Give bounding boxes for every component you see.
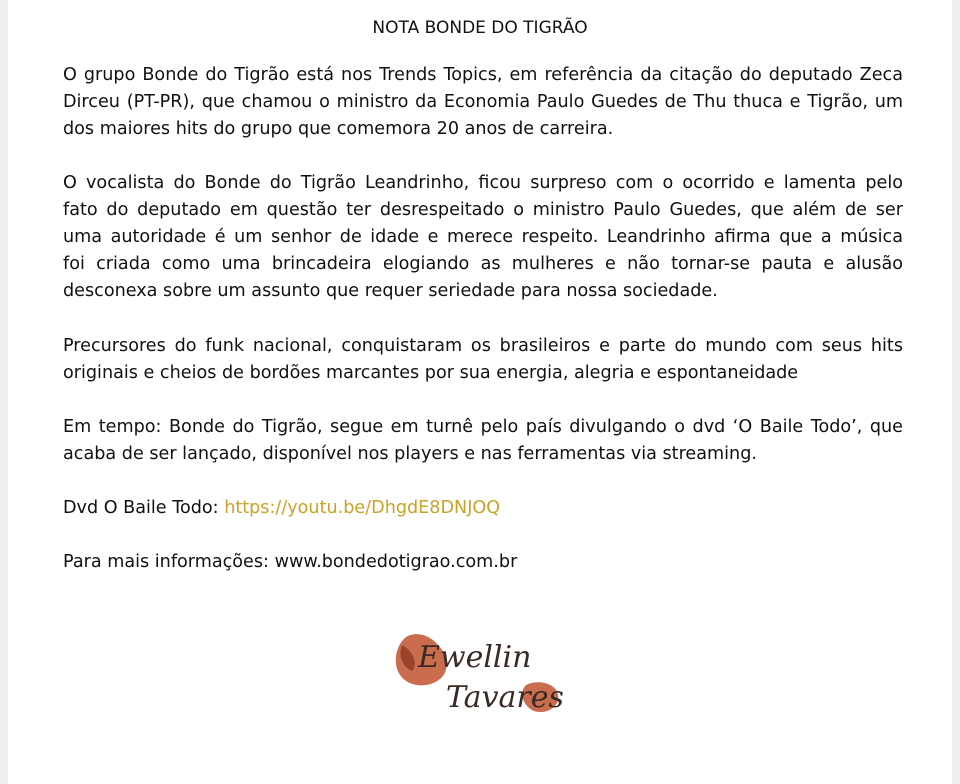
document-title: NOTA BONDE DO TIGRÃO bbox=[372, 18, 588, 38]
paragraph-line: O grupo Bonde do Tigrão está nos Trends Topics, em referência da citação do deputado Zeca bbox=[63, 65, 903, 85]
paragraph-line: uma autoridade é um senhor de idade e merece respeito. Leandrinho afirma que a música bbox=[63, 227, 903, 247]
dvd-link[interactable]: https://youtu.be/DhgdE8DNJOQ bbox=[224, 498, 501, 518]
paragraph-3 bbox=[63, 333, 903, 387]
dvd-label: Dvd O Baile Todo: bbox=[63, 498, 225, 518]
signature-logo bbox=[388, 615, 568, 725]
paragraph-line: fato do deputado em questão ter desrespeitado o ministro Paulo Guedes, que além de ser bbox=[63, 200, 903, 220]
paragraph-line: Precursores do funk nacional, conquistaram os brasileiros e parte do mundo com seus hits bbox=[63, 336, 903, 356]
signature-line-1: Ewellin bbox=[418, 640, 532, 675]
signature-line-2: Tavares bbox=[446, 680, 564, 715]
paragraph-line: Dirceu (PT-PR), que chamou o ministro da Economia Paulo Guedes de Thu thuca e Tigrão, um bbox=[63, 92, 903, 112]
paragraph-4 bbox=[63, 414, 903, 468]
dvd-line bbox=[63, 495, 903, 522]
paragraph-line: acaba de ser lançado, disponível nos players e nas ferramentas via streaming. bbox=[63, 444, 757, 464]
paragraph-line: Em tempo: Bonde do Tigrão, segue em turnê pelo país divulgando o dvd ‘O Baile Todo’, que bbox=[63, 417, 903, 437]
info-line: Para mais informações: www.bondedotigrao.com.br bbox=[63, 552, 518, 572]
paragraph-line: dos maiores hits do grupo que comemora 20 anos de carreira. bbox=[63, 119, 614, 139]
paragraph-1 bbox=[63, 62, 903, 143]
paragraph-line: foi criada como uma brincadeira elogiando as mulheres e não tornar-se pauta e alusão bbox=[63, 254, 903, 274]
paragraph-line: O vocalista do Bonde do Tigrão Leandrinho, ficou surpreso com o ocorrido e lamenta pelo bbox=[63, 173, 903, 193]
paragraph-line: desconexa sobre um assunto que requer seriedade para nossa sociedade. bbox=[63, 281, 718, 301]
paragraph-2 bbox=[63, 170, 903, 305]
paragraph-line: originais e cheios de bordões marcantes por sua energia, alegria e espontaneidade bbox=[63, 363, 799, 383]
document-page bbox=[8, 0, 952, 784]
